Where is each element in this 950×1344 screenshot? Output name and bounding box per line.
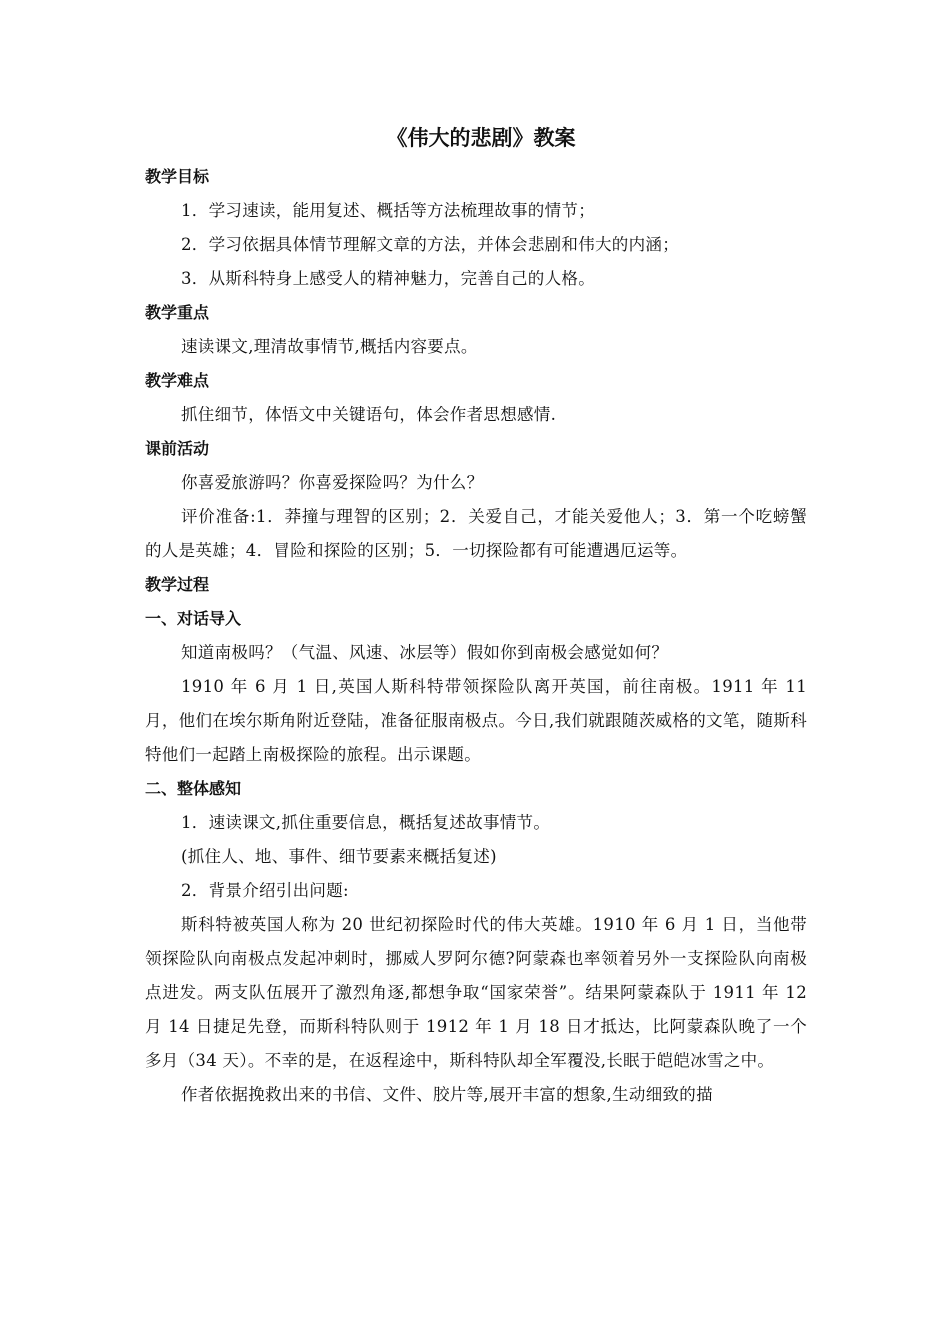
perception-paragraph-2: (抓住人、地、事件、细节要素来概括复述) — [181, 847, 497, 866]
document-page — [145, 118, 807, 1112]
perception-paragraph-5: 作者依据挽救出来的书信、文件、胶片等,展开丰富的想象,生动细致的描 — [181, 1085, 713, 1104]
intro-paragraph-1: 知道南极吗？（气温、风速、冰层等）假如你到南极会感觉如何？ — [181, 643, 669, 662]
section-teaching-process — [145, 568, 807, 1112]
heading-overall-perception: 二、整体感知 — [145, 779, 242, 798]
heading-dialogue-intro: 一、对话导入 — [145, 609, 242, 628]
heading-teaching-process: 教学过程 — [145, 575, 210, 594]
perception-paragraph-1: 1．速读课文,抓住重要信息，概括复述故事情节。 — [181, 813, 551, 832]
focus-text: 速读课文,理清故事情节,概括内容要点。 — [181, 337, 478, 356]
section-preclass-activity — [145, 432, 807, 568]
preclass-paragraph-2: 评价准备:1．莽撞与理智的区别；2．关爱自己，才能关爱他人；3．第一个吃螃蟹的人是英雄；4．冒险和探险的区别；5．一切探险都有可能遭遇厄运等。 — [145, 507, 807, 560]
heading-teaching-goals: 教学目标 — [145, 167, 210, 186]
perception-paragraph-4: 斯科特被英国人称为 20 世纪初探险时代的伟大英雄。1910 年 6 月 1 日，当他带领探险队向南极点发起冲刺时，挪威人罗阿尔德?阿蒙森也率领着另外一支探险队向南极点进发。两支队伍展开了激烈角逐,都想争取“国家荣誉”。结果阿蒙森队于 1911 年 12 月 14 日捷足先登，而斯科特队则于 1912 年 1 月 18 日才抵达，比阿蒙森队晚了一个多月（34 天）。不幸的是，在返程途中，斯科特队却全军覆没,长眠于皑皑冰雪之中。 — [145, 915, 807, 1070]
section-teaching-difficulty — [145, 364, 807, 432]
perception-paragraph-3: 2．背景介绍引出问题: — [181, 881, 349, 900]
preclass-paragraph-1: 你喜爱旅游吗？你喜爱探险吗？为什么？ — [181, 473, 484, 492]
intro-paragraph-2: 1910 年 6 月 1 日,英国人斯科特带领探险队离开英国，前往南极。1911 年 11 月，他们在埃尔斯角附近登陆，准备征服南极点。今日,我们就跟随茨威格的文笔，随斯科特他们一起踏上南极探险的旅程。出示课题。 — [145, 677, 807, 764]
document-title: 《伟大的悲剧》教案 — [386, 126, 576, 150]
goal-item-1: 1．学习速读，能用复述、概括等方法梳理故事的情节； — [181, 201, 595, 220]
heading-teaching-difficulty: 教学难点 — [145, 371, 210, 390]
section-teaching-goals — [145, 160, 807, 296]
difficulty-text: 抓住细节，体悟文中关键语句，体会作者思想感情. — [181, 405, 557, 424]
goal-item-3: 3．从斯科特身上感受人的精神魅力，完善自己的人格。 — [181, 269, 595, 288]
section-teaching-focus — [145, 296, 807, 364]
heading-preclass-activity: 课前活动 — [145, 439, 210, 458]
goal-item-2: 2．学习依据具体情节理解文章的方法，并体会悲剧和伟大的内涵； — [181, 235, 679, 254]
heading-teaching-focus: 教学重点 — [145, 303, 210, 322]
